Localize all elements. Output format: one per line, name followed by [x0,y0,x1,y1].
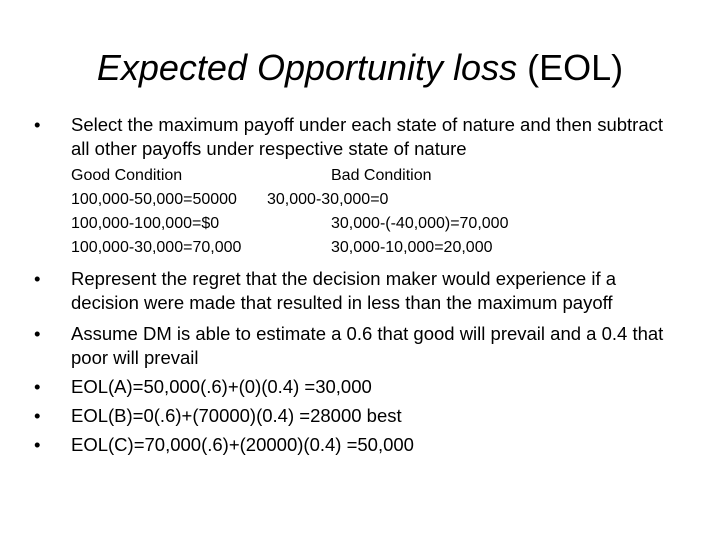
slide-title [0,46,720,90]
bullet-text: Assume DM is able to estimate a 0.6 that good will prevail and a 0.4 that poor will prevail [71,323,664,368]
bullet-item [34,404,674,428]
bullet-item [34,267,674,315]
bullet-item [34,113,674,161]
table-cell: 30,000-30,000=0 [267,191,389,208]
header-bad-condition: Bad Condition [331,167,432,184]
bullet-item [34,375,674,399]
header-good-condition: Good Condition [71,167,183,184]
bullet-text: Represent the regret that the decision maker would experience if a decision were made that resulted in less than the maximum payoff [71,268,617,313]
table-cell: 100,000-50,000=50000 [71,191,237,208]
title-italic-text: Expected Opportunity loss [96,47,518,88]
table-cell: 30,000-10,000=20,000 [331,239,493,256]
bullet-item [34,433,674,457]
bullet-icon: • [34,268,41,289]
bullet-icon: • [34,114,41,135]
bullet-icon: • [34,405,41,426]
bullet-item [34,322,674,370]
bullet-icon: • [34,434,41,455]
table-cell: 100,000-30,000=70,000 [71,239,242,256]
title-plain-text: (EOL) [527,47,624,88]
bullet-text: EOL(A)=50,000(.6)+(0)(0.4) =30,000 [71,376,372,397]
table-cell: 30,000-(-40,000)=70,000 [331,215,509,232]
bullet-icon: • [34,323,41,344]
bullet-text: EOL(B)=0(.6)+(70000)(0.4) =28000 best [71,405,402,426]
bullet-text: EOL(C)=70,000(.6)+(20000)(0.4) =50,000 [71,434,414,455]
bullet-icon: • [34,376,41,397]
bullet-text: Select the maximum payoff under each state of nature and then subtract all other payoffs under respective state of nature [71,114,664,159]
table-cell: 100,000-100,000=$0 [71,215,220,232]
